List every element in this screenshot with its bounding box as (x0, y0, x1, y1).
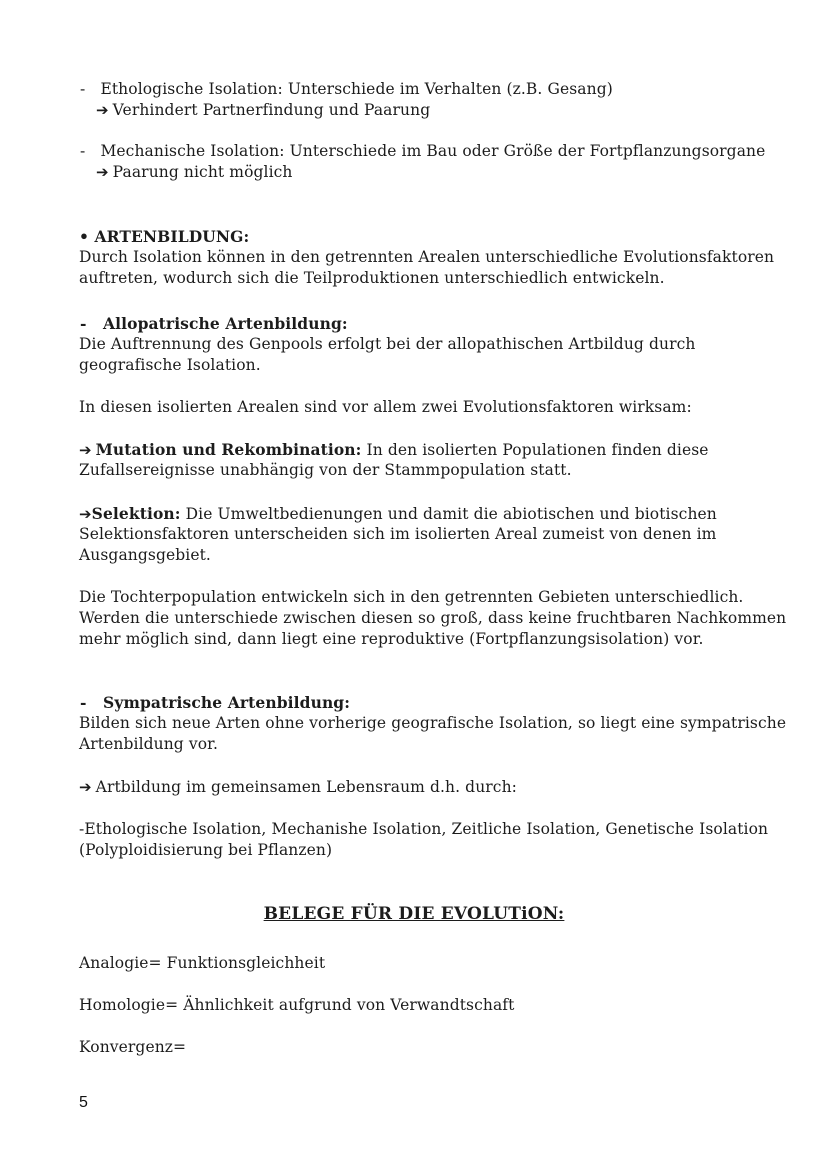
konvergenz-line: Konvergenz= (79, 1038, 187, 1056)
homologie-line: Homologie= Ähnlichkeit aufgrund von Verwandtschaft (79, 996, 515, 1014)
habitat-text: Artbildung im gemeinsamen Lebensraum d.h. durch: (95, 778, 517, 796)
ethological-result-text: Verhindert Partnerfindung und Paarung (112, 101, 431, 119)
allopatric-heading (80, 313, 348, 334)
arrow-right-icon: ➔ (79, 441, 92, 459)
mechanisms-line: -Ethologische Isolation, Mechanishe Isolation, Zeitliche Isolation, Genetische Isolation (79, 820, 769, 838)
mechanical-result-text: Paarung nicht möglich (112, 163, 293, 181)
ethological-isolation-item (80, 79, 613, 100)
selection-text-line: Selektionsfaktoren unterscheiden sich im isolierten Areal zumeist von denen im (79, 525, 717, 543)
sympatric-title: Sympatrische Artenbildung: (103, 693, 351, 712)
list-bullet: - (80, 80, 86, 98)
page-number: 5 (79, 1094, 88, 1111)
selection-text-line: Ausgangsgebiet. (79, 546, 211, 564)
factors-intro: In diesen isolierten Arealen sind vor allem zwei Evolutionsfaktoren wirksam: (79, 398, 692, 416)
list-bullet: - (80, 693, 87, 712)
conclusion-line: Werden die unterschiede zwischen diesen so groß, dass keine fruchtbaren Nachkommen (79, 609, 787, 627)
mechanical-isolation-result (96, 162, 293, 183)
arrow-right-icon: ➔ (96, 101, 109, 119)
list-bullet: - (80, 314, 87, 333)
list-bullet: - (80, 142, 86, 160)
mutation-text-line: Zufallsereignisse unabhängig von der Stammpopulation statt. (79, 461, 572, 479)
selection-label: Selektion: (91, 504, 181, 523)
sympatric-definition-line: Artenbildung vor. (79, 735, 218, 753)
mechanical-isolation-item (80, 141, 765, 162)
conclusion-line: mehr möglich sind, dann liegt eine reproduktive (Fortpflanzungsisolation) vor. (79, 630, 704, 648)
evidence-title: BELEGE FÜR DIE EVOLUTiON: (263, 904, 565, 924)
sympatric-definition-line: Bilden sich neue Arten ohne vorherige geografische Isolation, so liegt eine sympatrische (79, 714, 787, 732)
habitat-line (79, 777, 517, 798)
mutation-text: In den isolierten Populationen finden diese (366, 441, 709, 459)
mutation-paragraph (79, 439, 709, 461)
conclusion-line: Die Tochterpopulation entwickeln sich in den getrennten Gebieten unterschiedlich. (79, 588, 744, 606)
allopatric-title: Allopatrische Artenbildung: (103, 314, 348, 333)
heading-bullet: • (79, 227, 90, 246)
ethological-isolation-result (96, 100, 430, 121)
allopatric-definition-line: geografische Isolation. (79, 356, 261, 374)
analogie-line: Analogie= Funktionsgleichheit (79, 954, 326, 972)
mutation-label: Mutation und Rekombination: (95, 440, 362, 459)
selection-paragraph (79, 503, 717, 525)
allopatric-definition-line: Die Auftrennung des Genpools erfolgt bei der allopathischen Artbildug durch (79, 335, 696, 353)
arrow-right-icon: ➔ (79, 778, 92, 796)
arrow-right-icon: ➔ (79, 505, 92, 523)
artenbildung-heading (79, 226, 249, 247)
artenbildung-intro-line: Durch Isolation können in den getrennten Arealen unterschiedliche Evolutionsfaktoren (79, 248, 775, 266)
mechanisms-line: (Polyploidisierung bei Pflanzen) (79, 841, 333, 859)
sympatric-heading (80, 692, 350, 713)
arrow-right-icon: ➔ (96, 163, 109, 181)
selection-text: Die Umweltbedienungen und damit die abiotischen und biotischen (185, 505, 717, 523)
ethological-isolation-text: Ethologische Isolation: Unterschiede im Verhalten (z.B. Gesang) (100, 80, 613, 98)
mechanical-isolation-text: Mechanische Isolation: Unterschiede im Bau oder Größe der Fortpflanzungsorgane (100, 142, 766, 160)
artenbildung-title: ARTENBILDUNG: (94, 227, 250, 246)
artenbildung-intro-line: auftreten, wodurch sich die Teilproduktionen unterschiedlich entwickeln. (79, 269, 665, 287)
